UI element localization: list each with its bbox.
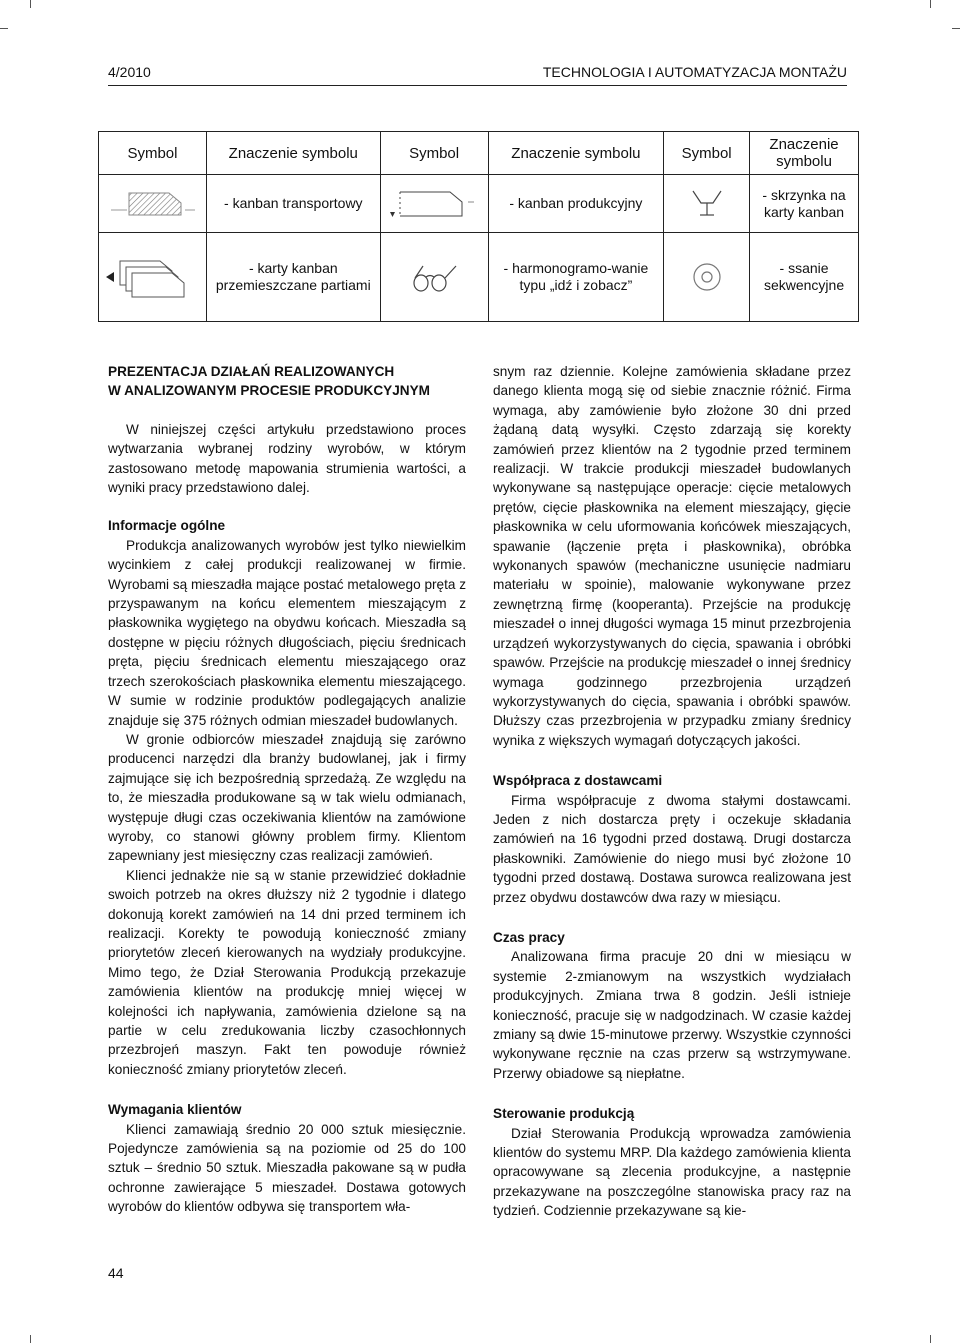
subsection-heading: Wymagania klientów <box>108 1102 242 1118</box>
subsection-heading: Współpraca z dostawcami <box>493 773 663 789</box>
paragraph: Klienci zamawiają średnio 20 000 sztuk miesięcznie. Pojedyncze zamówienia są na poziomie od 25 do 100 sztuk – średnio 50 sztuk. Mieszadła pakowane są w pudła ochronne zawierające 5 mieszadeł. Dostawa gotowych wyrobów do klientów odbywa się transportem wła- <box>108 1121 466 1215</box>
crop-mark <box>930 1335 931 1343</box>
paragraph: Firma współpracuje z dwoma stałymi dostawcami. Jeden z nich dostarcza pręty i oczekuje składania zamówień na 16 tygodni przed dostawą. Drugi dostarcza płaskowniki. Zamówienie do niego musi być złożone 10 tygodni przed dostawą. Dostawa surowca realizowana jest przez obydwu dostawców dwa razy w miesiącu. <box>493 792 851 905</box>
table-cell: - harmonogramo-wanie typu „idź i zobacz” <box>488 233 664 322</box>
batch-kanban-cards-icon <box>99 233 207 322</box>
crop-mark <box>0 28 8 29</box>
table-cell: - kanban produkcyjny <box>488 175 664 233</box>
journal-title: TECHNOLOGIA I AUTOMATYZACJA MONTAŻU <box>542 64 847 80</box>
header-rule <box>108 85 847 86</box>
transport-kanban-icon <box>99 175 207 233</box>
page-number: 44 <box>108 1265 124 1281</box>
paragraph: W niniejszej części artykułu przedstawiono proces wytwarzania wybranej rodziny wyrobów, w którym zastosowano metodę mapowania strumienia wartości, a wyniki pracy przedstawiono dalej. <box>108 421 466 496</box>
crop-mark <box>930 0 931 8</box>
crop-mark <box>30 0 31 8</box>
paragraph: Produkcja analizowanych wyrobów jest tylko niewielkim wycinkiem z całej produkcji realizowanej w firmie. Wyrobami są mieszadła mające postać metalowego pręta z przyspawanym na końcu elementem mieszającym z płaskownika wygiętego na obydwu końcach. Mieszadła są dostępne w pięciu różnych długościach, pięciu średnicach pręta, pięciu średnicach elementu mieszającego oraz trzech szerokościach płaskownika elementu mieszającego. W sumie w rodzinie produktów podlegających analizie znajduje się 375 różnych odmian mieszadeł budowlanych. <box>108 537 467 728</box>
section-heading: W ANALIZOWANYM PROCESIE PRODUKCYJNYM <box>108 383 430 399</box>
left-column <box>108 362 466 1217</box>
table-header: Symbol <box>99 132 207 175</box>
table-header: Symbol <box>380 132 488 175</box>
subsection-heading: Czas pracy <box>493 929 565 945</box>
table-header: Symbol <box>664 132 750 175</box>
table-cell: - skrzynka na karty kanban <box>750 175 859 233</box>
subsection-heading: Sterowanie produkcją <box>493 1106 635 1122</box>
crop-mark <box>30 1335 31 1343</box>
paragraph: snym raz dziennie. Kolejne zamówienia składane przez danego klienta mogą się od siebie znacznie różnić. Firma wymaga, aby zamówienie było złożone 30 dni przed żądaną datą wysyłki. Często zdarzają się korekty zamówień przez klientów na 2 tygodnie przed terminem realizacji. W trakcie produkcji mieszadeł budowlanych wykonywane są następujące operacje: cięcie metalowych prętów, cięcie płaskownika na element mieszający, gięcie płaskownika w celu uformowania końcówek mieszających, spawanie (łączenie pręta i płaskownika), obróbka wykonanych spawów (mechaniczne usunięcie nadmiaru materiału w spoinie), malowanie wykonywane przez zewnętrzną firmę (kooperanta). Przejście na produkcję mieszadeł o innej długości wymaga 15 minut przezbrojenia urządzeń wykorzystywanych do cięcia, spawania i obróbki spawów. Przejście na produkcję mieszadeł o innej średnicy wymaga godzinnego przezbrojenia urządzeń wykorzystywanych do cięcia, spawania i obróbki spawów. Dłuższy czas przezbrojenia w przypadku zmiany średnicy wynika z większych wymagań dotyczących jakości. <box>493 364 851 748</box>
symbol-table <box>98 131 859 322</box>
go-see-glasses-icon <box>380 233 488 322</box>
section-heading: PREZENTACJA DZIAŁAŃ REALIZOWANYCH <box>108 364 395 379</box>
paragraph: Klienci jednakże nie są w stanie przewidzieć dokładnie swoich potrzeb na okres dłuższy niż 2 tygodnie i dlatego dokonują korekt zamówień na 14 dni przed terminem ich realizacji. Korekty te powodują konieczność zmiany priorytetów zleceń kierowanych na wydziały produkcyjne. Mimo tego, że Dział Sterowania Produkcją przekazuje zamówienia klientów na produkcję mniej więcej w kolejności ich napływania, zamówienia dzielone są na partie w celu zredukowania liczby czasochłonnych przezbrojeń maszyn. Fakt ten powoduje również konieczność zmiany priorytetów zleceń. <box>108 867 466 1077</box>
table-cell: - kanban transportowy <box>206 175 380 233</box>
table-header: Znaczenie symbolu <box>750 132 859 175</box>
crop-mark <box>952 28 960 29</box>
table-cell: - ssanie sekwencyjne <box>750 233 859 322</box>
sequenced-pull-icon <box>664 233 750 322</box>
production-kanban-icon <box>380 175 488 233</box>
paragraph: Dział Sterowania Produkcją wprowadza zamówienia klientów do systemu MRP. Dla każdego zamówienia klienta opracowywane są zlecenia produkcyjne, a następnie przekazywane na poszczególne stanowiska pracy raz na tydzień. Codziennie przekazywane są kie- <box>493 1125 851 1219</box>
table-header: Znaczenie symbolu <box>206 132 380 175</box>
kanban-post-icon <box>664 175 750 233</box>
issue-number: 4/2010 <box>108 64 151 80</box>
subsection-heading: Informacje ogólne <box>108 518 226 534</box>
right-column <box>493 362 851 1221</box>
table-cell: - karty kanban przemieszczane partiami <box>206 233 380 322</box>
paragraph: Analizowana firma pracuje 20 dni w miesiącu w systemie 2-zmianowym na wszystkich wydziałach produkcyjnych. Zmiana trwa 8 godzin. Jeśli istnieje konieczność, pracuje się w nadgodzinach. W czasie każdej zmiany są dwie 15-minutowe przerwy. Wszystkie czynności wykonywane ręcznie na czas przerw są wstrzymywane. Przerwy obiadowe są niepłatne. <box>493 949 851 1081</box>
table-header: Znaczenie symbolu <box>488 132 664 175</box>
paragraph: W gronie odbiorców mieszadeł znajdują się zarówno producenci narzędzi dla branży budowlanej, jak i firmy zajmujące się ich bezpośrednią sprzedażą. Ze względu na to, że mieszadła produkowane są w tak wielu odmianach, występuje długi czas oczekiwania klientów na zamówione wyroby, co stanowi główny problem firmy. Klientom zapewniany jest miesięczny czas realizacji zamówień. <box>108 731 466 864</box>
